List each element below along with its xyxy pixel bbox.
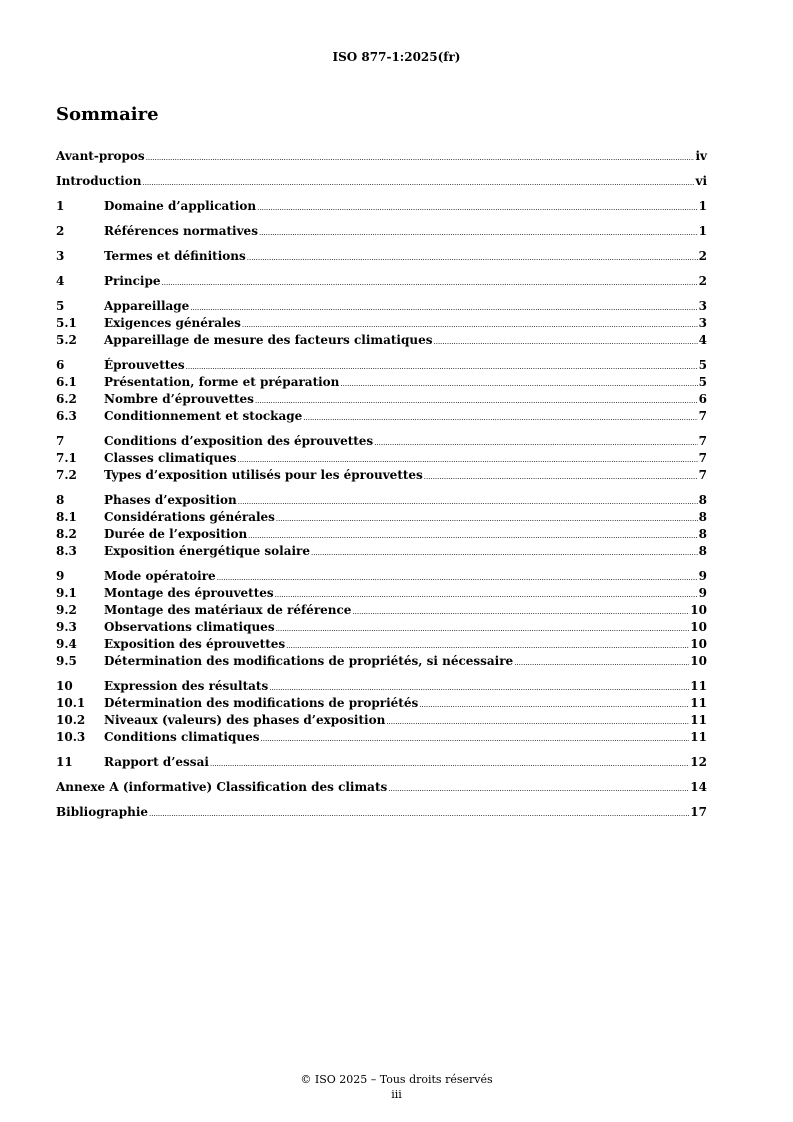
toc-entry-number: 7.1 xyxy=(56,451,77,465)
toc-entry-label: Termes et définitions xyxy=(104,249,246,263)
toc-entry-label: Types d’exposition utilisés pour les éprouvettes xyxy=(104,468,423,482)
toc-entry-page: 11 xyxy=(690,679,707,693)
toc-entry-label: Conditions d’exposition des éprouvettes xyxy=(104,434,374,448)
toc-entry-number: 8.1 xyxy=(56,510,77,524)
toc-entry-label: Détermination des modifications de propriétés, si nécessaire xyxy=(104,654,514,668)
toc-entry-number: 3 xyxy=(56,249,65,263)
toc-entry[interactable] xyxy=(56,223,707,240)
toc-entry-label: Observations climatiques xyxy=(104,620,275,634)
toc-entry-label: Phases d’exposition xyxy=(104,493,237,507)
toc-leader-dots xyxy=(303,408,697,427)
toc-leader-dots xyxy=(149,804,689,823)
toc-entry-number: 10 xyxy=(56,679,73,693)
toc-entry[interactable] xyxy=(56,450,707,467)
toc-leader-dots xyxy=(424,467,698,486)
toc-entry-page: 10 xyxy=(690,603,707,617)
toc-entry[interactable] xyxy=(56,391,707,408)
page-footer xyxy=(0,1072,793,1102)
toc-leader-dots xyxy=(257,198,698,217)
toc-entry-number: 8.2 xyxy=(56,527,77,541)
toc-entry-label: Mode opératoire xyxy=(104,569,216,583)
toc-entry-label: Principe xyxy=(104,274,161,288)
toc-entry-number: 8.3 xyxy=(56,544,77,558)
toc-entry[interactable] xyxy=(56,804,707,821)
toc-entry-label: Conditionnement et stockage xyxy=(104,409,303,423)
toc-entry[interactable] xyxy=(56,585,707,602)
toc-entry-page: 8 xyxy=(698,544,707,558)
toc-entry[interactable] xyxy=(56,408,707,425)
toc-entry-page: 4 xyxy=(698,333,707,347)
toc-entry-label: Montage des matériaux de référence xyxy=(104,603,352,617)
toc-entry-label: Appareillage xyxy=(104,299,190,313)
toc-entry-label: Rapport d’essai xyxy=(104,755,209,769)
toc-leader-dots xyxy=(261,729,690,748)
toc-entry-page: 11 xyxy=(690,730,707,744)
toc-leader-dots xyxy=(247,248,698,267)
toc-entry-label: Présentation, forme et préparation xyxy=(104,375,340,389)
toc-entry[interactable] xyxy=(56,602,707,619)
toc-entry-page: 11 xyxy=(690,696,707,710)
toc-entry[interactable] xyxy=(56,467,707,484)
toc-entry[interactable] xyxy=(56,148,707,165)
toc-entry-page: 5 xyxy=(698,375,707,389)
toc-entry[interactable] xyxy=(56,636,707,653)
toc-entry-page: 3 xyxy=(698,299,707,313)
toc-leader-dots xyxy=(146,148,695,167)
toc-leader-dots xyxy=(259,223,698,242)
toc-entry-label: Niveaux (valeurs) des phases d’exposition xyxy=(104,713,386,727)
toc-entry[interactable] xyxy=(56,298,707,315)
toc-entry-label: Expression des résultats xyxy=(104,679,269,693)
toc-entry-label: Références normatives xyxy=(104,224,258,238)
toc-entry-page: vi xyxy=(695,174,707,188)
toc-entry-page: 10 xyxy=(690,620,707,634)
toc-entry-label: Introduction xyxy=(56,174,142,188)
toc-entry[interactable] xyxy=(56,695,707,712)
toc-entry[interactable] xyxy=(56,315,707,332)
toc-entry-number: 5 xyxy=(56,299,65,313)
toc-leader-dots xyxy=(311,543,698,562)
toc-entry[interactable] xyxy=(56,619,707,636)
toc-entry-page: 8 xyxy=(698,510,707,524)
toc-entry-page: 7 xyxy=(698,451,707,465)
toc-entry-number: 5.2 xyxy=(56,333,77,347)
toc-entry-number: 9 xyxy=(56,569,65,583)
toc-entry-page: 6 xyxy=(698,392,707,406)
toc-entry-number: 5.1 xyxy=(56,316,77,330)
toc-entry[interactable] xyxy=(56,653,707,670)
copyright-notice: © ISO 2025 – Tous droits réservés xyxy=(300,1073,493,1086)
toc-entry-number: 9.5 xyxy=(56,654,77,668)
page-title: Sommaire xyxy=(56,104,159,125)
toc-entry[interactable] xyxy=(56,173,707,190)
toc-entry-label: Montage des éprouvettes xyxy=(104,586,274,600)
toc-entry[interactable] xyxy=(56,754,707,771)
toc-entry-number: 10.1 xyxy=(56,696,86,710)
toc-entry-label: Durée de l’exposition xyxy=(104,527,248,541)
toc-entry-number: 10.3 xyxy=(56,730,86,744)
toc-entry-label: Exposition énergétique solaire xyxy=(104,544,310,558)
toc-entry[interactable] xyxy=(56,332,707,349)
toc-entry-label: Annexe A (informative) Classification des climats xyxy=(56,780,388,794)
toc-entry-label: Exigences générales xyxy=(104,316,241,330)
toc-entry-page: 10 xyxy=(690,637,707,651)
toc-entry-page: 8 xyxy=(698,493,707,507)
toc-entry[interactable] xyxy=(56,509,707,526)
toc-entry[interactable] xyxy=(56,568,707,585)
toc-entry-label: Nombre d’éprouvettes xyxy=(104,392,254,406)
toc-entry-number: 8 xyxy=(56,493,65,507)
table-of-contents xyxy=(56,148,707,821)
document-header: ISO 877-1:2025(fr) xyxy=(332,50,461,64)
toc-entry-number: 4 xyxy=(56,274,65,288)
toc-entry-page: 9 xyxy=(698,569,707,583)
toc-entry-page: 8 xyxy=(698,527,707,541)
toc-leader-dots xyxy=(514,653,689,672)
toc-entry-label: Domaine d’application xyxy=(104,199,257,213)
toc-entry-label: Exposition des éprouvettes xyxy=(104,637,286,651)
toc-entry-number: 6.2 xyxy=(56,392,77,406)
toc-entry-number: 9.4 xyxy=(56,637,77,651)
toc-entry-label: Appareillage de mesure des facteurs climatiques xyxy=(104,333,433,347)
toc-entry[interactable] xyxy=(56,374,707,391)
toc-leader-dots xyxy=(434,332,698,351)
toc-entry-page: 14 xyxy=(690,780,707,794)
toc-entry-page: 11 xyxy=(690,713,707,727)
toc-entry[interactable] xyxy=(56,492,707,509)
toc-entry-page: 2 xyxy=(698,249,707,263)
toc-entry-page: 9 xyxy=(698,586,707,600)
toc-entry-label: Détermination des modifications de propriétés xyxy=(104,696,419,710)
toc-entry-page: 10 xyxy=(690,654,707,668)
toc-leader-dots xyxy=(210,754,689,773)
toc-entry-page: 5 xyxy=(698,358,707,372)
toc-entry-number: 7 xyxy=(56,434,65,448)
toc-entry-number: 6 xyxy=(56,358,65,372)
toc-entry[interactable] xyxy=(56,678,707,695)
toc-leader-dots xyxy=(142,173,694,192)
toc-entry-page: 7 xyxy=(698,409,707,423)
toc-entry-number: 9.2 xyxy=(56,603,77,617)
toc-entry-number: 6.3 xyxy=(56,409,77,423)
toc-entry-page: 1 xyxy=(698,224,707,238)
page-number: iii xyxy=(391,1088,402,1101)
toc-leader-dots xyxy=(388,779,689,798)
toc-entry-label: Classes climatiques xyxy=(104,451,237,465)
toc-entry-page: iv xyxy=(695,149,707,163)
toc-entry[interactable] xyxy=(56,433,707,450)
toc-entry-number: 6.1 xyxy=(56,375,77,389)
toc-entry-label: Bibliographie xyxy=(56,805,149,819)
toc-entry-label: Éprouvettes xyxy=(104,358,185,372)
toc-entry[interactable] xyxy=(56,273,707,290)
toc-leader-dots xyxy=(162,273,698,292)
toc-entry-number: 7.2 xyxy=(56,468,77,482)
toc-entry-page: 7 xyxy=(698,434,707,448)
toc-entry-number: 11 xyxy=(56,755,73,769)
toc-entry-number: 10.2 xyxy=(56,713,86,727)
toc-entry[interactable] xyxy=(56,357,707,374)
toc-entry-label: Considérations générales xyxy=(104,510,275,524)
toc-entry[interactable] xyxy=(56,248,707,265)
toc-entry-page: 17 xyxy=(690,805,707,819)
toc-entry-number: 1 xyxy=(56,199,65,213)
toc-entry-number: 2 xyxy=(56,224,65,238)
toc-entry-page: 2 xyxy=(698,274,707,288)
toc-entry-page: 1 xyxy=(698,199,707,213)
toc-entry[interactable] xyxy=(56,198,707,215)
toc-entry-label: Avant-propos xyxy=(56,149,145,163)
toc-entry-page: 12 xyxy=(690,755,707,769)
toc-entry[interactable] xyxy=(56,526,707,543)
toc-entry[interactable] xyxy=(56,729,707,746)
toc-entry-number: 9.3 xyxy=(56,620,77,634)
toc-entry[interactable] xyxy=(56,712,707,729)
toc-entry[interactable] xyxy=(56,543,707,560)
toc-entry-label: Conditions climatiques xyxy=(104,730,260,744)
toc-entry[interactable] xyxy=(56,779,707,796)
toc-entry-number: 9.1 xyxy=(56,586,77,600)
toc-entry-page: 3 xyxy=(698,316,707,330)
toc-entry-page: 7 xyxy=(698,468,707,482)
